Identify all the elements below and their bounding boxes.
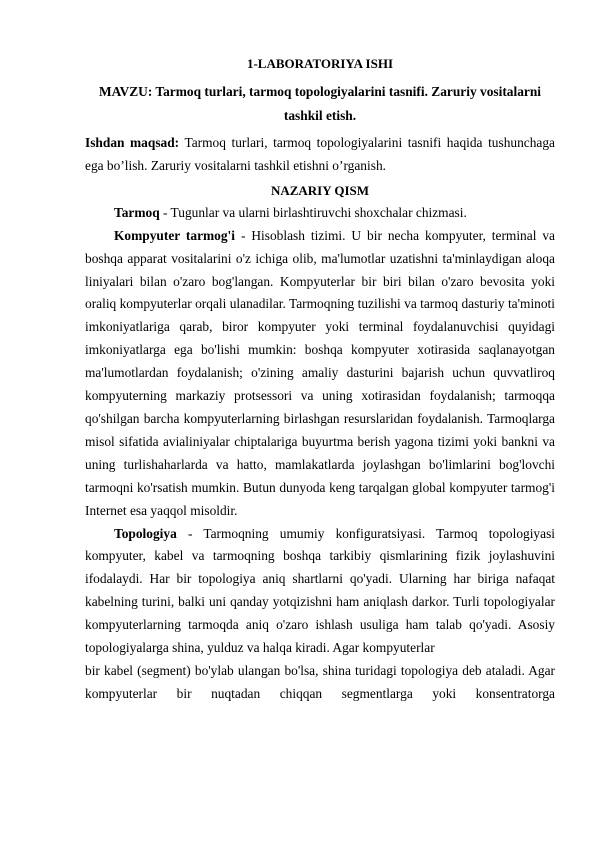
goal-paragraph — [85, 132, 555, 178]
goal-label: Ishdan maqsad: — [85, 135, 180, 150]
definition-term: Kompyuter tarmog'i — [114, 227, 235, 243]
definition-text: - Tugunlar va ularni birlashtiruvchi shoxchalar chizmasi. — [159, 204, 467, 220]
definition-text: - Tarmoqning umumiy konfiguratsiyasi. Tarmoq topologiyasi kompyuter, kabel va tarmoqning boshqa tarkibiy qismlarining fizik joylashuvini ifodalaydi. Har bir topologiya aniq shartlarni qo'yadi. Ularning har biriga nafaqat kabelning turini, balki uni qanday yotqizishni ham aniqlash darkor. Turli topologiyalar kompyuterlarning tarmoqda aniq o'zaro ishlash usuliga ham talab qo'yadi. Asosiy topologiyalarga shina, yulduz va halqa kiradi. Agar kompyuterlar — [85, 525, 555, 656]
definition-topology — [85, 523, 555, 660]
definition-term: Topologiya — [114, 525, 177, 541]
topic-heading: MAVZU: Tarmoq turlari, tarmoq topologiyalarini tasnifi. Zaruriy vositalarni tashkil etish. — [98, 84, 542, 123]
continuation-paragraph: bir kabel (segment) bo'ylab ulangan bo'lsa, shina turidagi topologiya deb ataladi. Agar kompyuterlar bir nuqtadan chiqqan segmentlarga yoki konsentratorga — [85, 662, 555, 701]
goal-text: Tarmoq turlari, tarmoq topologiyalarini tasnifi haqida tushunchaga ega bo’lish. Zaruriy vositalarni tashkil etishni o’rganish. — [85, 135, 555, 173]
definition-text: - Hisoblash tizimi. U bir necha kompyuter, terminal va boshqa apparat vositalarini o'z ichiga olib, ma'lumotlar uzatishni ta'minlaydigan aloqa liniyalari bilan o'zaro bog'langan. Kompyuterlar bir biri bilan o'zaro bevosita yoki oraliq kompyuterlar orqali ulanadilar. Tarmoqning tuzilishi va tarmoq dasturiy ta'minoti imkoniyatlariga qarab, biror kompyuter yoki terminal foydalanuvchisi quyidagi imkoniyatlarga ega bo'lishi mumkin: boshqa kompyuter xotirasida saqlanayotgan ma'lumotlardan foydalanish; o'zining amaliy dasturini bajarish uchun quvvatliroq kompyuterning markaziy protsessori va uning xotirasidan foydalanish; tarmoqqa qo'shilgan barcha kompyuterlarning birlashgan resurslaridan foydalanish. Tarmoqlarga misol sifatida avialiniyalar chiptalariga buyurtma berish yagona tizimi yoki bankni va uning turlishaharlarda va hatto, mamlakatlarda joylashgan bo'limlarini bog'lovchi tarmoqni ko'rsatish mumkin. Butun dunyoda keng tarqalgan global kompyuter tarmog'i Internet esa yaqqol misoldir. — [85, 227, 556, 518]
section-title: NAZARIY QISM — [270, 182, 370, 198]
lab-title: 1-LABORATORIYA ISHI — [246, 56, 394, 71]
definition-computer-network — [85, 225, 555, 523]
definition-network — [85, 202, 555, 225]
definition-term: Tarmoq — [114, 204, 160, 220]
